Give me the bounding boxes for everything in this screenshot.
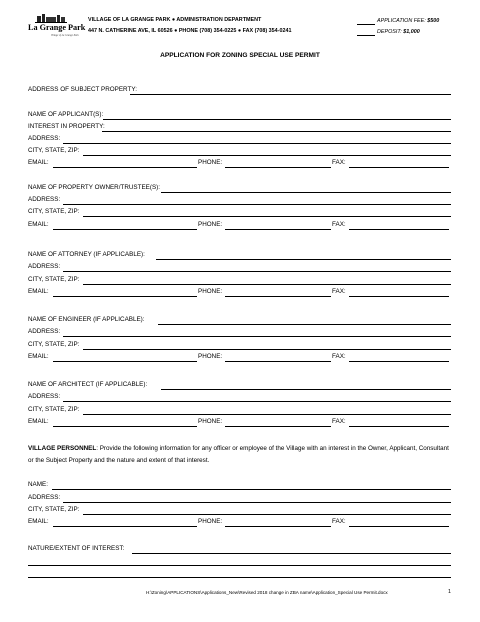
attorney-name-label: NAME OF ATTORNEY (IF APPLICABLE): [28,251,145,258]
personnel-phone-label: PHONE: [198,518,223,525]
owner-address-field[interactable] [63,204,451,205]
attorney-fax-field[interactable] [349,296,449,297]
applicant-city-field[interactable] [83,155,451,156]
engineer-address-field[interactable] [63,336,451,337]
applicant-email-field[interactable] [53,167,197,168]
owner-city-label: CITY, STATE, ZIP: [28,208,80,215]
address-subject-field[interactable] [130,94,451,95]
engineer-fax-field[interactable] [349,361,449,362]
owner-fax-field[interactable] [349,229,449,230]
engineer-phone-label: PHONE: [198,353,223,360]
engineer-city-label: CITY, STATE, ZIP: [28,341,80,348]
personnel-name-field[interactable] [52,489,451,490]
personnel-phone-field[interactable] [225,526,331,527]
village-personnel-instructions [28,443,453,467]
engineer-name-field[interactable] [158,324,451,325]
deposit-label: DEPOSIT: [377,29,402,35]
application-fee [377,18,439,24]
engineer-city-field[interactable] [83,349,451,350]
nature-field-line-2[interactable] [28,565,451,566]
deposit-blank[interactable] [357,35,375,36]
logo-text: La Grange Park [28,23,86,32]
nature-field-line-1[interactable] [132,553,451,554]
architect-name-label: NAME OF ARCHITECT (IF APPLICABLE): [28,381,148,388]
owner-phone-field[interactable] [225,229,331,230]
personnel-address-label: ADDRESS: [28,494,61,501]
personnel-email-label: EMAIL: [28,518,49,525]
personnel-fax-label: FAX: [332,518,346,525]
personnel-city-label: CITY, STATE, ZIP: [28,506,80,513]
architect-city-label: CITY, STATE, ZIP: [28,406,80,413]
architect-fax-field[interactable] [349,426,449,427]
attorney-fax-label: FAX: [332,288,346,295]
applicant-email-label: EMAIL: [28,159,49,166]
owner-name-field[interactable] [161,192,451,193]
attorney-phone-field[interactable] [225,296,331,297]
engineer-fax-label: FAX: [332,353,346,360]
applicant-city-label: CITY, STATE, ZIP: [28,147,80,154]
application-fee-value: $500 [427,18,440,24]
engineer-email-field[interactable] [53,361,197,362]
engineer-email-label: EMAIL: [28,353,49,360]
architect-email-label: EMAIL: [28,418,49,425]
personnel-email-field[interactable] [53,526,197,527]
applicant-name-field[interactable] [103,119,451,120]
applicant-address-label: ADDRESS: [28,135,61,142]
header-line-2: 447 N. CATHERINE AVE, IL 60526 ● PHONE (708) 354-0225 ● FAX (708) 354-0241 [88,28,292,34]
personnel-name-label: NAME: [28,481,48,488]
owner-address-label: ADDRESS: [28,196,61,203]
page-title: APPLICATION FOR ZONING SPECIAL USE PERMIT [160,52,320,59]
applicant-name-label: NAME OF APPLICANT(S): [28,111,104,118]
deposit-value: $1,000 [403,29,420,35]
applicant-fax-label: FAX: [332,159,346,166]
architect-address-field[interactable] [63,401,451,402]
header-line-1: VILLAGE OF LA GRANGE PARK ● ADMINISTRATION DEPARTMENT [88,17,262,23]
attorney-address-label: ADDRESS: [28,263,61,270]
architect-email-field[interactable] [53,426,197,427]
fee-blank[interactable] [357,24,375,25]
village-personnel-text: : Provide the following information for any officer or employee of the Village with an interest in the Owner, Applicant, Consultant or the Subject Property and the nature and extent of that interest. [28,445,449,465]
interest-field[interactable] [102,131,451,132]
owner-fax-label: FAX: [332,221,346,228]
logo-tagline: Village of La Grange Park [51,34,79,37]
village-personnel-heading: VILLAGE PERSONNEL [28,445,97,452]
personnel-address-field[interactable] [63,502,451,503]
village-logo [27,14,86,42]
personnel-fax-field[interactable] [349,526,449,527]
interest-label: INTEREST IN PROPERTY: [28,123,105,130]
attorney-address-field[interactable] [63,271,451,272]
page-number: 1 [448,589,451,595]
applicant-address-field[interactable] [63,143,451,144]
architect-phone-field[interactable] [225,426,331,427]
attorney-city-label: CITY, STATE, ZIP: [28,276,80,283]
nature-label: NATURE/EXTENT OF INTEREST: [28,545,125,552]
personnel-city-field[interactable] [83,514,451,515]
attorney-email-field[interactable] [53,296,197,297]
architect-fax-label: FAX: [332,418,346,425]
applicant-phone-label: PHONE: [198,159,223,166]
application-fee-label: APPLICATION FEE: [377,18,426,24]
attorney-email-label: EMAIL: [28,288,49,295]
attorney-city-field[interactable] [83,284,451,285]
architect-address-label: ADDRESS: [28,393,61,400]
engineer-phone-field[interactable] [225,361,331,362]
owner-name-label: NAME OF PROPERTY OWNER/TRUSTEE(S): [28,184,161,191]
owner-email-field[interactable] [53,229,197,230]
applicant-phone-field[interactable] [225,167,331,168]
owner-city-field[interactable] [83,216,451,217]
engineer-name-label: NAME OF ENGINEER (IF APPLICABLE): [28,316,145,323]
engineer-address-label: ADDRESS: [28,328,61,335]
architect-phone-label: PHONE: [198,418,223,425]
address-subject-label: ADDRESS OF SUBJECT PROPERTY: [28,86,137,93]
architect-name-field[interactable] [161,389,451,390]
owner-email-label: EMAIL: [28,221,49,228]
footer-file-path: H:\Zoning\APPLICATIONS\Applications_New\Revised 2018 change in ZBA name\Application_Special Use Permit.docx [146,590,388,595]
nature-field-line-3[interactable] [28,577,451,578]
architect-city-field[interactable] [83,414,451,415]
deposit [377,29,420,35]
attorney-phone-label: PHONE: [198,288,223,295]
attorney-name-field[interactable] [156,259,451,260]
applicant-fax-field[interactable] [349,167,449,168]
owner-phone-label: PHONE: [198,221,223,228]
